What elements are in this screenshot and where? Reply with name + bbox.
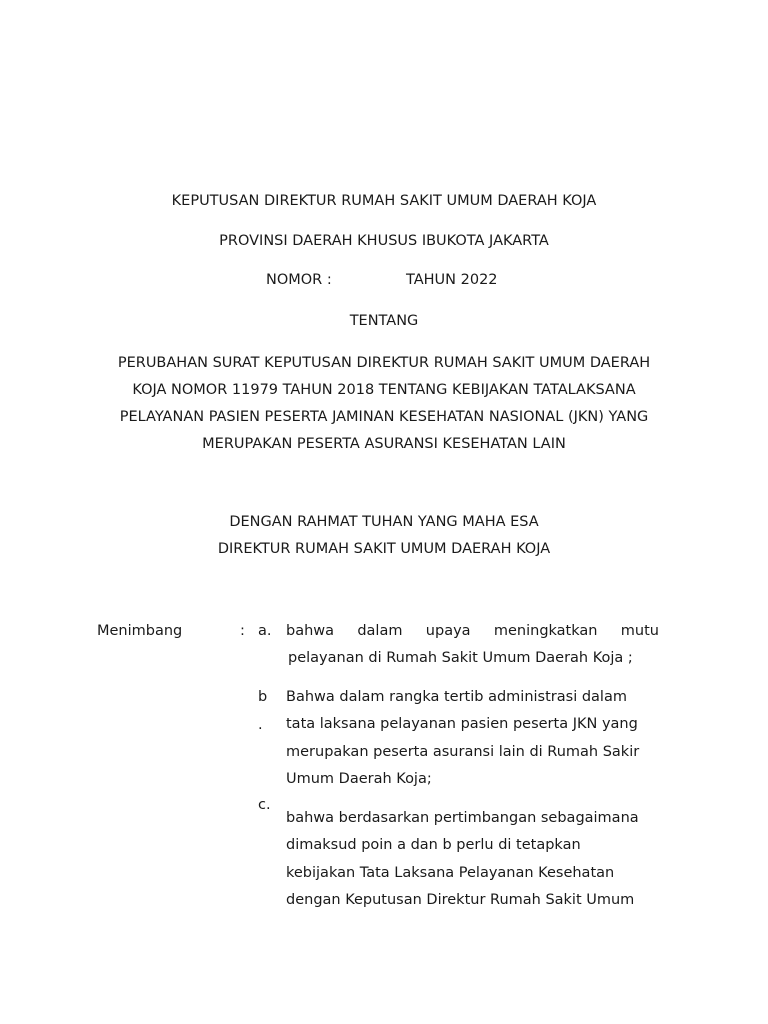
province-title: PROVINSI DAERAH KHUSUS IBUKOTA JAKARTA [219, 233, 549, 249]
word: meningkatkan [493, 623, 598, 639]
nomor-label: NOMOR : [266, 272, 332, 288]
subject-line: MERUPAKAN PESERTA ASURANSI KESEHATAN LAIN [202, 436, 566, 452]
subject-line: KOJA NOMOR 11979 TAHUN 2018 TENTANG KEBIJAKAN TATALAKSANA [132, 382, 636, 398]
item-c-line: kebijakan Tata Laksana Pelayanan Kesehatan [286, 864, 615, 881]
item-a-line2: pelayanan di Rumah Sakit Umum Daerah Koja ; [288, 650, 633, 666]
item-a-line1 [286, 622, 659, 640]
item-b-line: Umum Daerah Koja; [286, 770, 432, 787]
decree-title: KEPUTUSAN DIREKTUR RUMAH SAKIT UMUM DAERAH KOJA [171, 193, 597, 209]
item-b-line: merupakan peserta asuransi lain di Rumah Sakir [286, 743, 640, 760]
menimbang-colon: : [240, 623, 245, 639]
item-c-marker: c. [258, 797, 271, 813]
item-c-line: dengan Keputusan Direktur Rumah Sakit Umum [286, 891, 635, 908]
menimbang-label: Menimbang [97, 623, 183, 639]
year-label: TAHUN 2022 [406, 272, 498, 288]
subject-line: PERUBAHAN SURAT KEPUTUSAN DIREKTUR RUMAH SAKIT UMUM DAERAH [117, 355, 651, 371]
item-c-text [286, 805, 659, 914]
preamble-line: DENGAN RAHMAT TUHAN YANG MAHA ESA [229, 514, 539, 530]
item-b-text [286, 684, 659, 793]
preamble-director-line: DIREKTUR RUMAH SAKIT UMUM DAERAH KOJA [217, 541, 551, 557]
word: dalam [357, 623, 403, 639]
decree-subject [84, 350, 684, 458]
item-c-line: dimaksud poin a dan b perlu di tetapkan [286, 837, 581, 854]
word: mutu [620, 623, 659, 639]
item-a-marker: a. [258, 623, 272, 639]
item-c-line: bahwa berdasarkan pertimbangan sebagaimana [286, 810, 639, 826]
decree-number-row [0, 271, 768, 289]
word: upaya [425, 623, 471, 639]
word: bahwa [286, 623, 335, 639]
item-b-marker-dot: . [258, 717, 263, 733]
item-b-line: Bahwa dalam rangka tertib administrasi dalam [286, 689, 627, 705]
item-b-line: tata laksana pelayanan pasien peserta JKN yang [286, 716, 638, 733]
tentang-heading: TENTANG [349, 313, 419, 329]
subject-line: PELAYANAN PASIEN PESERTA JAMINAN KESEHATAN NASIONAL (JKN) YANG [119, 409, 649, 425]
item-b-marker: b [258, 689, 268, 705]
